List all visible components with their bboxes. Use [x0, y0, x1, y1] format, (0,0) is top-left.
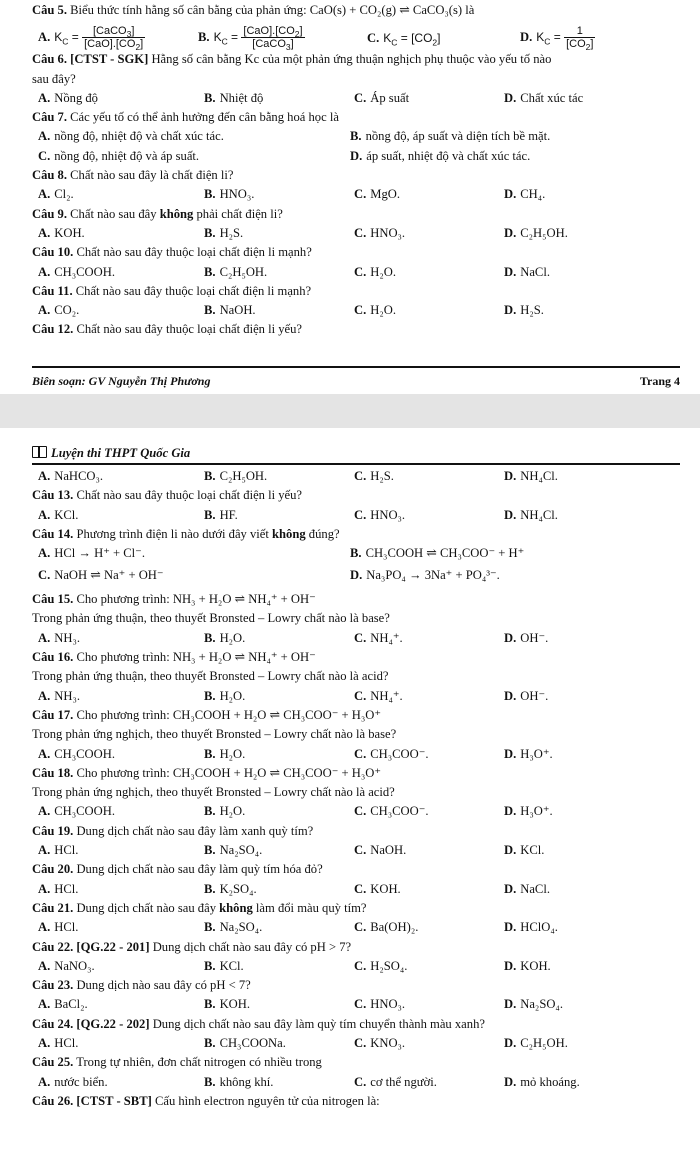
option-d[interactable]: D. CH₄.: [504, 187, 546, 202]
question-22: Câu 22. [QG.22 - 201] Dung dịch chất nào sau đây có pH > 7?: [32, 939, 352, 954]
question-23: Câu 23. Dung dịch nào sau đây có pH < 7?: [32, 978, 251, 993]
option-b[interactable]: B. $K_C$ = $\frac{[CaO].[CO_2]}{[CaCO_3]}$: [198, 25, 303, 53]
option-b[interactable]: B. K₂SO₄.: [204, 881, 257, 896]
question-6-options: [32, 89, 680, 108]
option-b[interactable]: B. H₂O.: [204, 630, 246, 645]
option-c[interactable]: C. HNO₃.: [354, 225, 406, 240]
option-b[interactable]: B. HF.: [204, 507, 238, 522]
question-26: Câu 26. [CTST - SBT] Cấu hình electron nguyên tử của nitrogen là:: [32, 1093, 380, 1108]
question-5: Câu 5. Biểu thức tính hằng số cân bằng của phản ứng: CaO(s) + CO₂(g) ⇌ CaCO₃(s) là: [32, 3, 475, 17]
question-24: Câu 24. [QG.22 - 202] Dung dịch chất nào sau đây làm quỳ tím chuyển thành màu xanh?: [32, 1016, 485, 1031]
option-b[interactable]: B. C₂H₅OH.: [204, 469, 268, 483]
question-11: Câu 11. Chất nào sau đây thuộc loại chất điện li mạnh?: [32, 283, 312, 298]
page-header: Luyện thi THPT Quốc Gia: [32, 446, 680, 465]
option-c[interactable]: C. Ba(OH)₂.: [354, 920, 419, 935]
option-d[interactable]: D. Chất xúc tác: [504, 90, 584, 105]
option-d[interactable]: D. OH⁻.: [504, 630, 549, 645]
option-c[interactable]: C. nồng độ, nhiệt độ và áp suất.: [38, 148, 200, 163]
page-separator: [0, 394, 700, 428]
option-d[interactable]: D. C₂H₅OH.: [504, 225, 568, 240]
option-b[interactable]: B. KCl.: [204, 958, 244, 973]
option-a[interactable]: A. Cl₂.: [38, 187, 74, 202]
option-a[interactable]: A. HCl.: [38, 1036, 79, 1051]
option-a[interactable]: A. HCl.: [38, 920, 79, 935]
option-b[interactable]: B. H₂S.: [204, 225, 244, 240]
question-5-options: [32, 20, 680, 53]
option-a[interactable]: A. CH₃COOH.: [38, 746, 115, 761]
option-a[interactable]: A. NH₃.: [38, 630, 80, 645]
option-c[interactable]: C. NH₄⁺.: [354, 688, 403, 703]
option-d[interactable]: D. C₂H₅OH.: [504, 1036, 568, 1051]
option-a[interactable]: A. CH₃COOH.: [38, 804, 115, 819]
question-25: Câu 25. Trong tự nhiên, đơn chất nitrogen có nhiều trong: [32, 1055, 322, 1070]
option-c[interactable]: C. NaOH ⇌ Na⁺ + OH⁻: [38, 568, 164, 583]
option-d[interactable]: D. $K_C$ = $\frac{1}{[CO_2]}$: [520, 25, 594, 53]
option-d[interactable]: D. KCl.: [504, 843, 545, 858]
page-4: Câu 5. Biểu thức tính hằng số cân bằng của phản ứng: CaO(s) + CO₂(g) ⇌ CaCO₃(s) là A. $K_C$ = $\frac{[CaCO_3]}{[CaO].[CO_2]}$ B. $K_C$ = $\frac{[CaO].[CO_2]}{[CaCO_3]}$ C. $K_C = [CO_2]$ D. $K_C$ = $\frac{1}{[CO_2]}$ Câu 6. [CTST - SGK] Hằng số cân bằng Kc của một phản ứng thuận nghịch phụ thuộc vào yếu tố nào sau đây? A. Nồng độ B. Nhiệt độ C. Áp suất D. Chất xúc tác Câu 7. Các yếu tố có thể ảnh hưởng đến cân bằng hoá học là A. nồng độ, nhiệt độ và chất xúc tác. B. nồng độ, áp suất và diện tích bề mặt. C. nồng độ, nhiệt độ và áp suất. D. áp suất, nhiệt độ và chất xúc tác. Câu 8. Chất nào sau đây là chất điện li? A. Cl₂. B. HNO₃. C. MgO. D. CH₄. Câu 9. Chất nào sau đây không phải chất điện li? A. KOH. B. H₂S. C. HNO₃. D. C₂H₅OH. Câu 10. Chất nào sau đây thuộc loại chất điện li mạnh? A. CH₃COOH. B. C₂H₅OH. C. H₂O. D. NaCl. Câu 11. Chất nào sau đây thuộc loại chất điện li mạnh? A. CO₂. B. NaOH. C. H₂O. D. H₂S. Câu 12. Chất nào sau đây thuộc loại chất điện li yếu? Biên soạn: GV Nguyễn Thị Phương Trang 4: [0, 0, 700, 394]
option-b[interactable]: B. H₂O.: [204, 688, 246, 703]
option-a[interactable]: A. nồng độ, nhiệt độ và chất xúc tác.: [38, 129, 224, 144]
option-b[interactable]: B. không khí.: [204, 1074, 274, 1089]
question-16: Câu 16. Cho phương trình: NH₃ + H₂O ⇌ NH₄⁺ + OH⁻: [32, 650, 316, 665]
option-d[interactable]: D. mỏ khoáng.: [504, 1074, 580, 1089]
option-a[interactable]: A. nước biển.: [38, 1074, 108, 1089]
option-c[interactable]: C. H₂O.: [354, 303, 396, 318]
option-a[interactable]: A. BaCl₂.: [38, 997, 88, 1012]
option-b[interactable]: B. Na₂SO₄.: [204, 843, 263, 858]
option-c[interactable]: C. cơ thể người.: [354, 1074, 437, 1089]
question-17: Câu 17. Cho phương trình: CH₃COOH + H₂O ⇌ CH₃COO⁻ + H₃O⁺: [32, 707, 381, 722]
option-d[interactable]: D. KOH.: [504, 958, 551, 973]
option-a[interactable]: A. NaHCO₃.: [38, 469, 104, 483]
option-b[interactable]: B. C₂H₅OH.: [204, 264, 268, 279]
option-b[interactable]: B. NaOH.: [204, 303, 256, 318]
question-18: Câu 18. Cho phương trình: CH₃COOH + H₂O ⇌ CH₃COO⁻ + H₃O⁺: [32, 765, 381, 780]
option-a[interactable]: A. CH₃COOH.: [38, 264, 115, 279]
option-c[interactable]: C. KNO₃.: [354, 1036, 406, 1051]
option-a[interactable]: A. Nồng độ: [38, 90, 98, 105]
option-d[interactable]: D. NH₄Cl.: [504, 469, 558, 483]
option-d[interactable]: D. NaCl.: [504, 881, 550, 896]
option-c[interactable]: C. Áp suất: [354, 90, 410, 105]
option-a[interactable]: A. HCl → H⁺ + Cl⁻.: [38, 546, 145, 561]
option-d[interactable]: D. NaCl.: [504, 264, 550, 279]
question-12: Câu 12. Chất nào sau đây thuộc loại chất điện li yếu?: [32, 322, 303, 337]
page-5: Luyện thi THPT Quốc Gia A. NaHCO₃. B. C₂H₅OH. C. H₂S. D. NH₄Cl. Câu 13. Chất nào sau đây thuộc loại chất điện li yếu? A. KCl. B. HF. C. HNO₃. D. NH₄Cl. Câu 14. Phương trình điện li nào dưới đây viết không đúng? A. HCl → H⁺ + Cl⁻. B. CH₃COOH ⇌ CH₃COO⁻ + H⁺ C. NaOH ⇌ Na⁺ + OH⁻ D. Na₃PO₄ → 3Na⁺ + PO₄³⁻. Câu 15. Cho phương trình: NH₃ + H₂O ⇌ NH₄⁺ + OH⁻ Trong phản ứng thuận, theo thuyết Bronsted – Lowry chất nào là base? A. NH₃. B. H₂O. C. NH₄⁺. D. OH⁻. Câu 16. Cho phương trình: NH₃ + H₂O ⇌ NH₄⁺ + OH⁻ Trong phản ứng thuận, theo thuyết Bronsted – Lowry chất nào là acid? A. NH₃. B. H₂O. C. NH₄⁺. D. OH⁻. Câu 17. Cho phương trình: CH₃COOH + H₂O ⇌ CH₃COO⁻ + H₃O⁺ Trong phản ứng nghịch, theo thuyết Bronsted – Lowry chất nào là base? A. CH₃COOH. B. H₂O. C. CH₃COO⁻. D. H₃O⁺. Câu 18. Cho phương trình: CH₃COOH + H₂O ⇌ CH₃COO⁻ + H₃O⁺ Trong phản ứng nghịch, theo thuyết Bronsted – Lowry chất nào là acid? A. CH₃COOH. B. H₂O. C. CH₃COO⁻. D. H₃O⁺. Câu 19. Dung dịch chất nào sau đây làm xanh quỳ tím? A. HCl. B. Na₂SO₄. C. NaOH. D. KCl. Câu 20. Dung dịch chất nào sau đây làm quỳ tím hóa đỏ? A. HCl. B. K₂SO₄. C. KOH. D. NaCl. Câu 21. Dung dịch chất nào sau đây không làm đổi màu quỳ tím? A. HCl. B. Na₂SO₄. C. Ba(OH)₂. D. HClO₄. Câu 22. [QG.22 - 201] Dung dịch chất nào sau đây có pH > 7? A. NaNO₃. B. KCl. C. H₂SO₄. D. KOH. Câu 23. Dung dịch nào sau đây có pH < 7? A. BaCl₂. B. KOH. C. HNO₃. D. Na₂SO₄. Câu 24. [QG.22 - 202] Dung dịch chất nào sau đây làm quỳ tím chuyển thành màu xanh? A. HCl. B. CH₃COONa. C. KNO₃. D. C₂H₅OH. Câu 25. Trong tự nhiên, đơn chất nitrogen có nhiều trong A. nước biển. B. không khí. C. cơ thể người. D. mỏ khoáng. Câu 26. [CTST - SBT] Cấu hình electron nguyên tử của nitrogen là:: [0, 428, 700, 1149]
question-8: Câu 8. Chất nào sau đây là chất điện li?: [32, 168, 234, 183]
option-b[interactable]: B. H₂O.: [204, 804, 246, 819]
option-c[interactable]: C. NaOH.: [354, 843, 407, 858]
option-d[interactable]: D. OH⁻.: [504, 688, 549, 703]
page-number: Trang 4: [639, 374, 680, 388]
page-footer: Biên soạn: GV Nguyễn Thị Phương Trang 4: [32, 366, 680, 389]
question-10: Câu 10. Chất nào sau đây thuộc loại chất điện li mạnh?: [32, 245, 312, 260]
option-b[interactable]: B. H₂O.: [204, 746, 246, 761]
option-b[interactable]: B. CH₃COOH ⇌ CH₃COO⁻ + H⁺: [350, 546, 525, 561]
option-c[interactable]: C. MgO.: [354, 187, 400, 202]
option-c[interactable]: C. NH₄⁺.: [354, 630, 403, 645]
option-b[interactable]: B. KOH.: [204, 997, 250, 1012]
book-icon: [32, 446, 47, 458]
option-a[interactable]: A. $K_C$ = $\frac{[CaCO_3]}{[CaO].[CO_2]}$: [38, 25, 144, 53]
option-b[interactable]: B. nồng độ, áp suất và diện tích bề mặt.: [350, 129, 551, 144]
option-a[interactable]: A. KOH.: [38, 225, 85, 240]
option-d[interactable]: D. HClO₄.: [504, 920, 558, 935]
option-a[interactable]: A. CO₂.: [38, 303, 80, 318]
option-a[interactable]: A. HCl.: [38, 843, 79, 858]
question-20: Câu 20. Dung dịch chất nào sau đây làm quỳ tím hóa đỏ?: [32, 862, 323, 877]
option-c[interactable]: C. H₂SO₄.: [354, 958, 408, 973]
option-d[interactable]: D. Na₂SO₄.: [504, 997, 563, 1012]
option-c[interactable]: C. HNO₃.: [354, 997, 406, 1012]
option-b[interactable]: B. CH₃COONa.: [204, 1036, 286, 1051]
question-15: Câu 15. Cho phương trình: NH₃ + H₂O ⇌ NH₄⁺ + OH⁻: [32, 592, 316, 607]
option-c[interactable]: C. CH₃COO⁻.: [354, 804, 429, 819]
option-d[interactable]: D. NH₄Cl.: [504, 507, 558, 522]
option-b[interactable]: B. Nhiệt độ: [204, 90, 264, 105]
option-d[interactable]: D. H₂S.: [504, 303, 544, 318]
option-a[interactable]: A. HCl.: [38, 881, 79, 896]
question-12-options: [32, 467, 680, 486]
question-7: Câu 7. Các yếu tố có thể ảnh hưởng đến cân bằng hoá học là: [32, 110, 339, 125]
option-d[interactable]: D. áp suất, nhiệt độ và chất xúc tác.: [350, 148, 531, 163]
option-c[interactable]: C. H₂O.: [354, 264, 396, 279]
option-a[interactable]: A. NH₃.: [38, 688, 80, 703]
question-13: Câu 13. Chất nào sau đây thuộc loại chất điện li yếu?: [32, 488, 303, 503]
question-21: Câu 21. Dung dịch chất nào sau đây không làm đổi màu quỳ tím?: [32, 900, 367, 915]
option-c[interactable]: C. $K_C = [CO_2]$: [367, 31, 441, 48]
question-9: Câu 9. Chất nào sau đây không phải chất điện li?: [32, 206, 283, 221]
option-b[interactable]: B. Na₂SO₄.: [204, 920, 263, 935]
option-c[interactable]: C. KOH.: [354, 881, 401, 896]
option-c[interactable]: C. HNO₃.: [354, 507, 406, 522]
question-6: Câu 6. [CTST - SGK] Hằng số cân bằng Kc của một phản ứng thuận nghịch phụ thuộc vào yếu tố nào: [32, 52, 552, 67]
option-d[interactable]: D. Na₃PO₄ → 3Na⁺ + PO₄³⁻.: [350, 568, 500, 583]
option-a[interactable]: A. NaNO₃.: [38, 958, 95, 973]
option-c[interactable]: C. H₂S.: [354, 469, 394, 483]
question-19: Câu 19. Dung dịch chất nào sau đây làm xanh quỳ tím?: [32, 823, 314, 838]
option-b[interactable]: B. HNO₃.: [204, 187, 255, 202]
option-c[interactable]: C. CH₃COO⁻.: [354, 746, 429, 761]
option-a[interactable]: A. KCl.: [38, 507, 79, 522]
question-14: Câu 14. Phương trình điện li nào dưới đây viết không đúng?: [32, 526, 340, 541]
option-d[interactable]: D. H₃O⁺.: [504, 804, 553, 819]
option-d[interactable]: D. H₃O⁺.: [504, 746, 553, 761]
